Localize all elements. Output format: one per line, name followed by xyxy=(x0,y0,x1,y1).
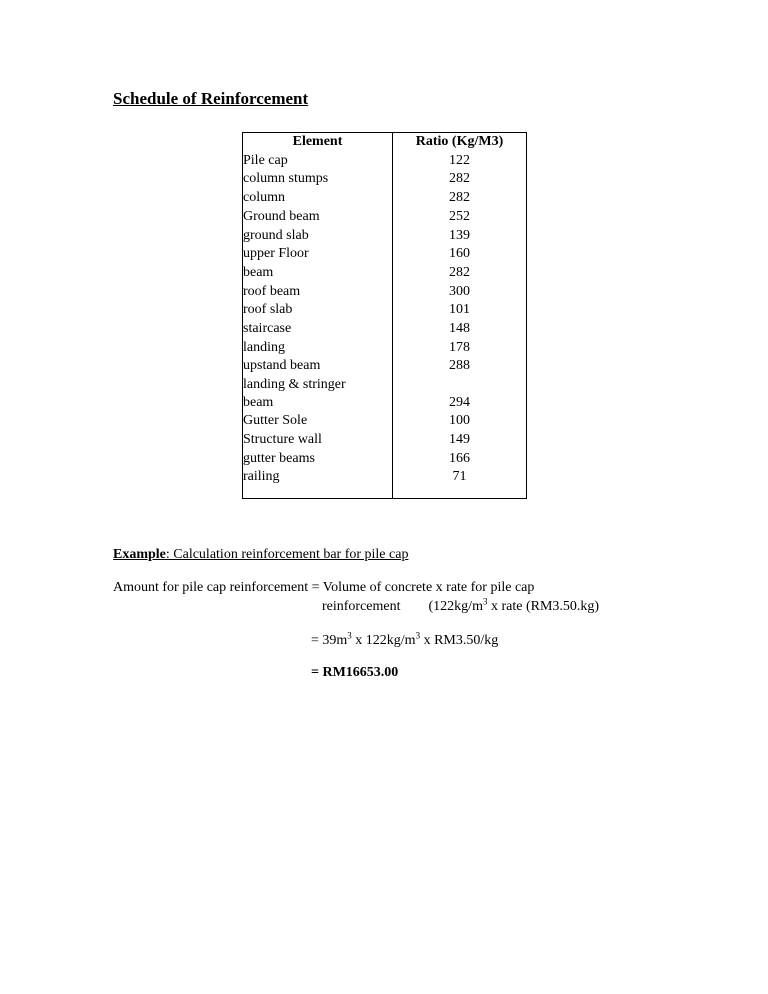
table-row xyxy=(243,412,527,431)
cell-element-line1: landing & stringer xyxy=(243,377,346,393)
example-label: Example xyxy=(113,547,166,562)
calc-line-2 xyxy=(322,596,600,615)
table-row xyxy=(243,431,527,450)
document-title: Schedule of Reinforcement xyxy=(113,89,309,108)
header-ratio: Ratio (Kg/M3) xyxy=(393,133,527,152)
table-row xyxy=(243,283,527,302)
cell-ratio: 71 xyxy=(393,468,527,499)
cell-ratio: 300 xyxy=(393,283,527,302)
table-row xyxy=(243,264,527,283)
calc-line-2-tail: x rate (RM3.50.kg) xyxy=(487,599,600,614)
table-header-row xyxy=(243,133,527,152)
header-element: Element xyxy=(243,133,393,152)
table-row xyxy=(243,301,527,320)
cell-ratio: 282 xyxy=(393,264,527,283)
cell-element: roof beam xyxy=(243,283,393,302)
calc-line-3 xyxy=(311,630,499,649)
cell-ratio: 288 xyxy=(393,357,527,376)
table-row xyxy=(243,208,527,227)
table-row xyxy=(243,152,527,171)
cell-element: roof slab xyxy=(243,301,393,320)
cell-element: upper Floor xyxy=(243,245,393,264)
cell-element: Gutter Sole xyxy=(243,412,393,431)
cell-ratio: 178 xyxy=(393,339,527,358)
cell-ratio: 252 xyxy=(393,208,527,227)
superscript: 3 xyxy=(482,596,488,607)
table-row xyxy=(243,339,527,358)
cell-ratio: 149 xyxy=(393,431,527,450)
reinforcement-schedule-table xyxy=(242,132,527,499)
superscript: 3 xyxy=(415,630,421,641)
cell-ratio: 282 xyxy=(393,170,527,189)
table-row xyxy=(243,227,527,246)
cell-element: ground slab xyxy=(243,227,393,246)
cell-element-line2: beam xyxy=(243,395,274,411)
calc-line-3-ratio: x 122kg/m xyxy=(351,633,416,648)
cell-element: railing xyxy=(243,468,393,499)
cell-element: column xyxy=(243,189,393,208)
example-text: : Calculation reinforcement bar for pile cap xyxy=(165,547,409,562)
calc-line-1: Amount for pile cap reinforcement = Volume of concrete x rate for pile cap xyxy=(113,580,535,595)
cell-ratio: 148 xyxy=(393,320,527,339)
cell-ratio: 122 xyxy=(393,152,527,171)
calc-line-2-rate: (122kg/m xyxy=(428,599,483,614)
table-row xyxy=(243,450,527,469)
calc-line-3-price: x RM3.50/kg xyxy=(420,633,499,648)
cell-element: upstand beam xyxy=(243,357,393,376)
superscript: 3 xyxy=(347,630,352,641)
cell-ratio: 160 xyxy=(393,245,527,264)
cell-element: staircase xyxy=(243,320,393,339)
table-row xyxy=(243,320,527,339)
calc-result: = RM16653.00 xyxy=(311,665,399,680)
cell-ratio: 100 xyxy=(393,412,527,431)
cell-element: gutter beams xyxy=(243,450,393,469)
table-row xyxy=(243,170,527,189)
cell-ratio: 282 xyxy=(393,189,527,208)
cell-element: Ground beam xyxy=(243,208,393,227)
cell-ratio: 101 xyxy=(393,301,527,320)
table-row xyxy=(243,245,527,264)
table-row xyxy=(243,189,527,208)
cell-element xyxy=(243,376,393,412)
cell-element: Pile cap xyxy=(243,152,393,171)
cell-element: Structure wall xyxy=(243,431,393,450)
example-heading xyxy=(113,547,408,563)
table-row xyxy=(243,357,527,376)
calc-line-3-volume: = 39m xyxy=(311,633,348,648)
cell-ratio: 294 xyxy=(393,376,527,412)
table-row xyxy=(243,468,527,499)
cell-element: column stumps xyxy=(243,170,393,189)
cell-element: beam xyxy=(243,264,393,283)
cell-element: landing xyxy=(243,339,393,358)
cell-ratio: 166 xyxy=(393,450,527,469)
calc-line-2-word: reinforcement xyxy=(322,599,401,614)
cell-ratio: 139 xyxy=(393,227,527,246)
table-row xyxy=(243,376,527,412)
